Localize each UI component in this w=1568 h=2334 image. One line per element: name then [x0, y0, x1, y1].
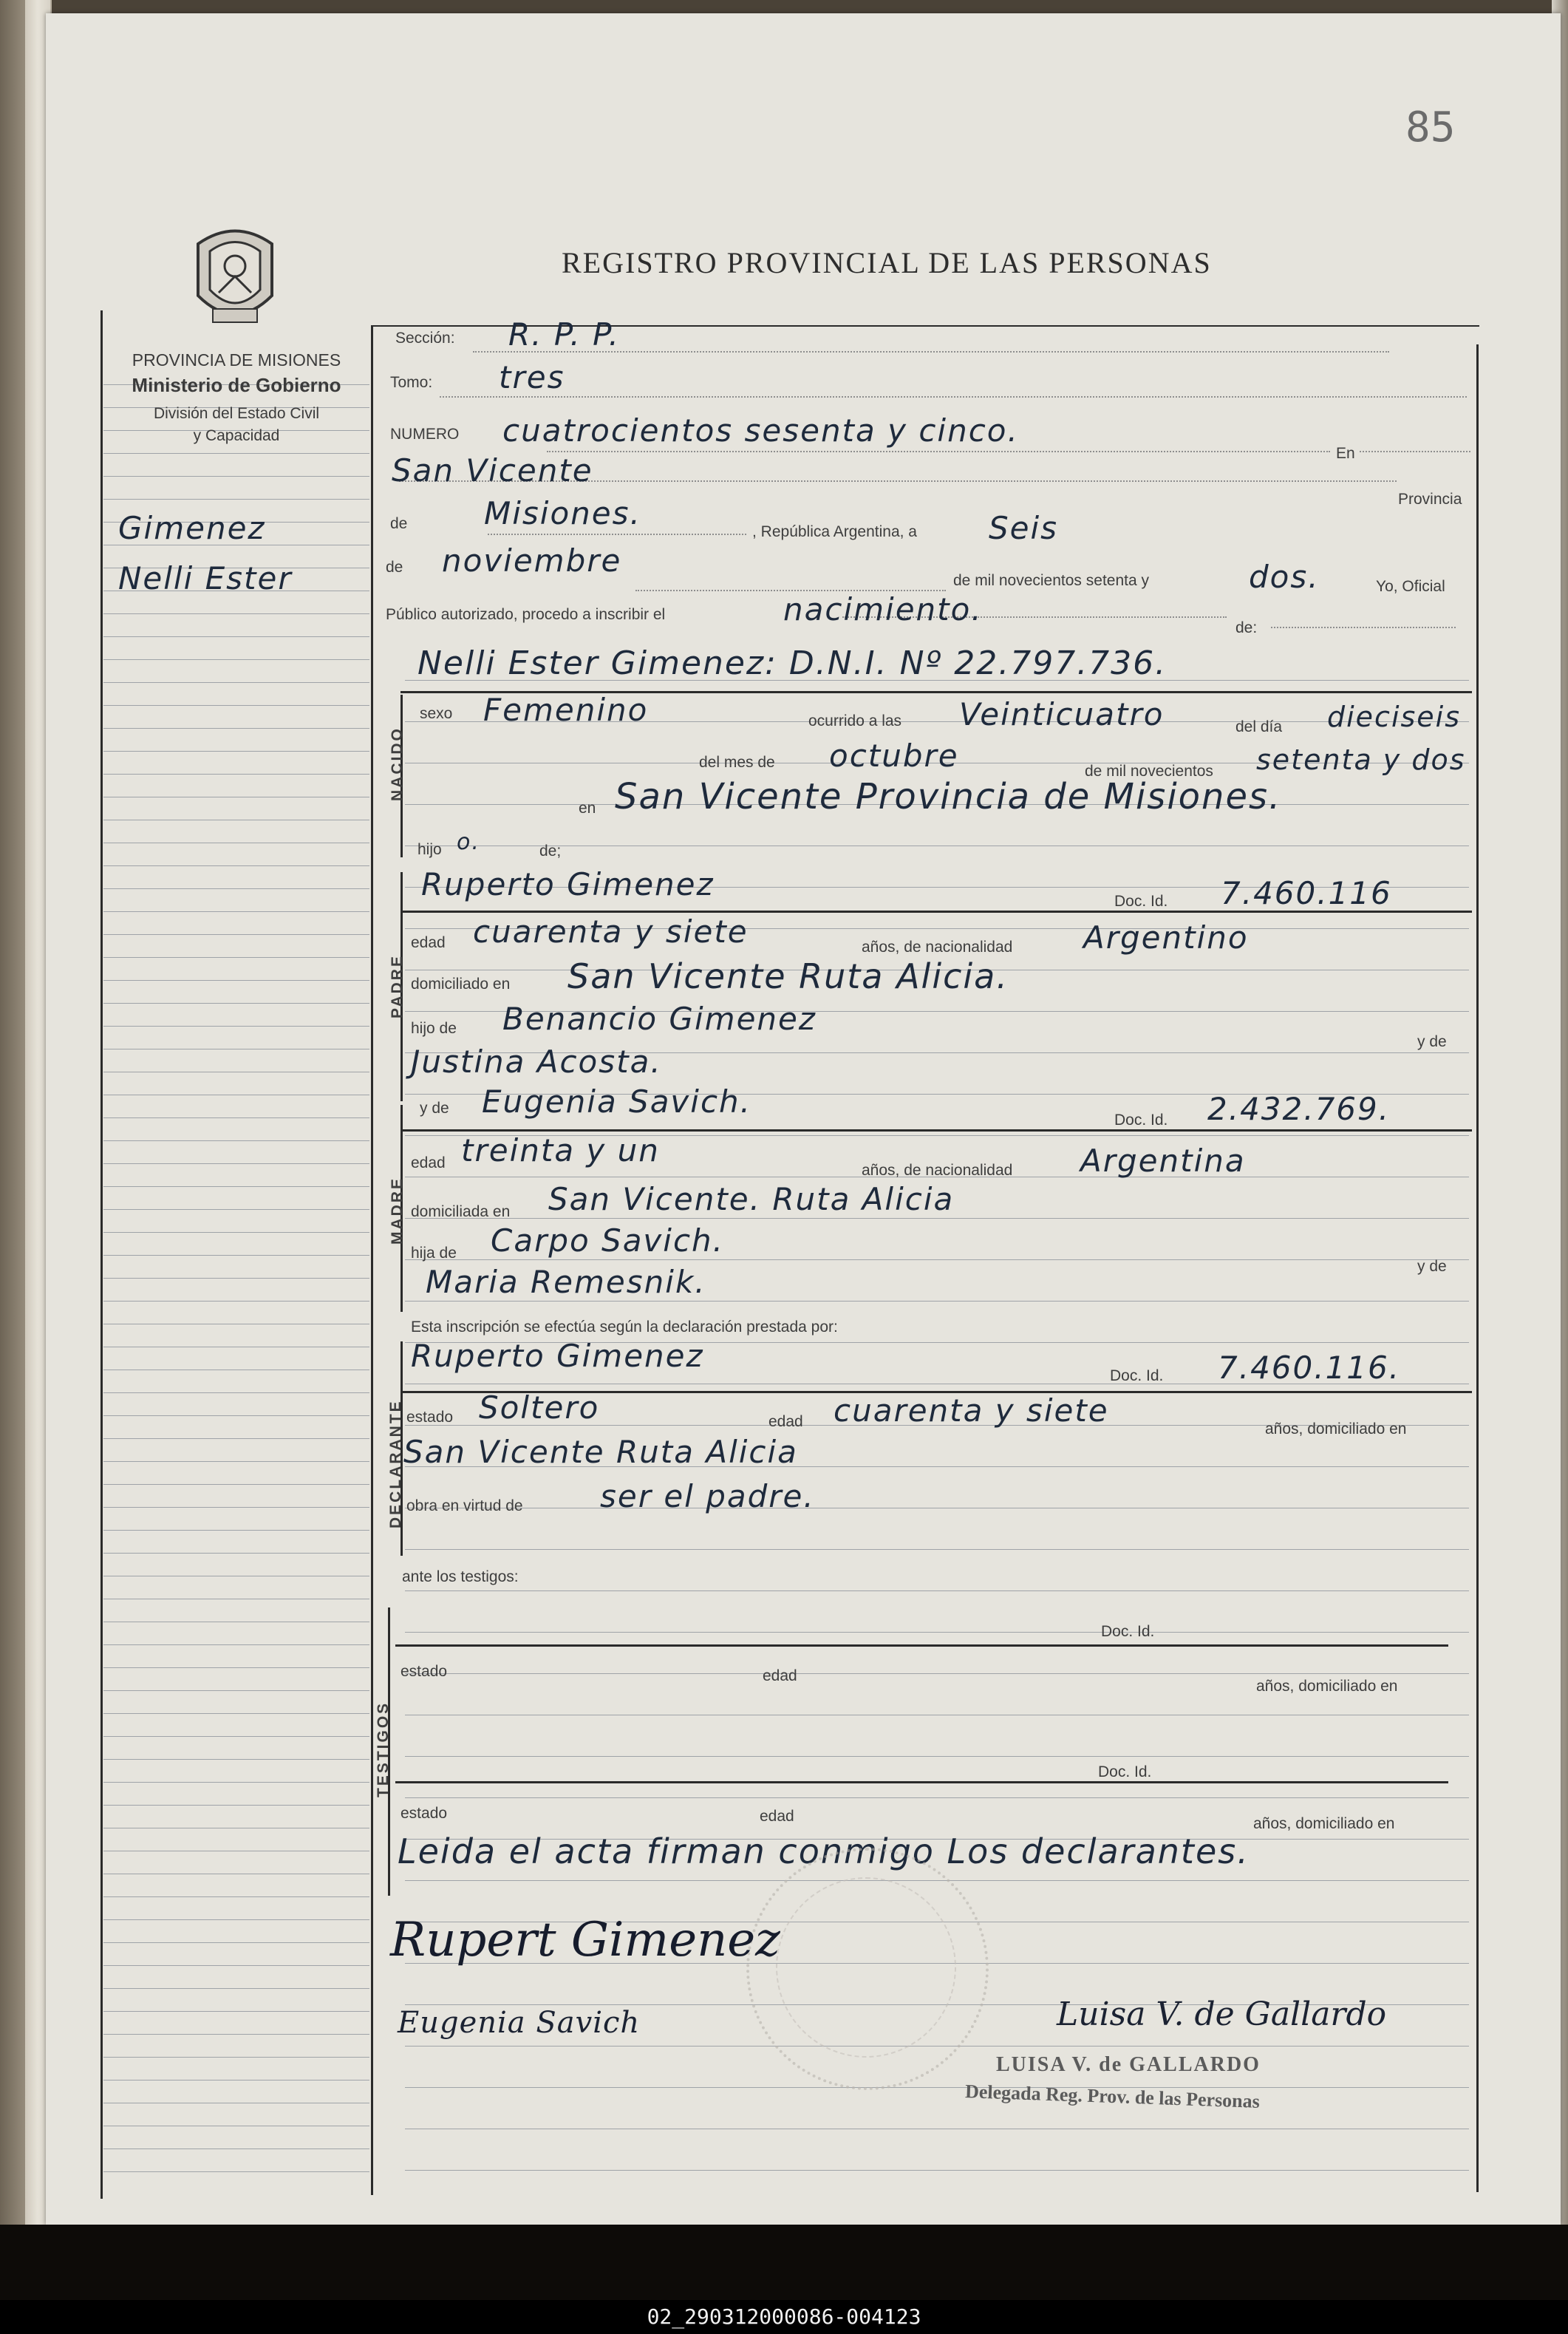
official-name-stamp: LUISA V. de GALLARDO	[996, 2053, 1261, 2076]
margin-rule-line	[103, 1553, 369, 1554]
signature-ruperto: Rupert Gimenez	[390, 1913, 780, 1967]
margin-divider	[371, 325, 373, 2195]
margin-rule-line	[103, 1392, 369, 1393]
margin-rule-line	[103, 613, 369, 614]
testigo1-rule	[395, 1644, 1448, 1647]
margin-rule-line	[103, 1530, 369, 1531]
value-decl-nombre: Ruperto Gimenez	[411, 1338, 704, 1374]
official-seal-inner	[776, 1877, 956, 2058]
label-numero: NUMERO	[390, 426, 460, 443]
form-rule-line	[405, 1549, 1469, 1550]
margin-rule-line	[103, 1644, 369, 1645]
margin-rule-line	[103, 1209, 369, 1210]
dotted-fill-line	[1271, 627, 1456, 628]
margin-rule-line	[103, 476, 369, 477]
margin-rule-line	[103, 1438, 369, 1439]
office-ministry: Ministerio de Gobierno	[132, 374, 341, 396]
margin-rule-line	[103, 1782, 369, 1783]
value-padre-nombre: Ruperto Gimenez	[421, 866, 715, 902]
label-ocurrido: ocurrido a las	[808, 712, 902, 729]
value-tomo: tres	[499, 359, 565, 395]
label-decl-estado: estado	[406, 1409, 454, 1426]
form-rule-line	[405, 1590, 1469, 1591]
label-madre-y-de: y de	[420, 1100, 449, 1117]
label-de2: de	[386, 559, 403, 576]
document-title: REGISTRO PROVINCIAL DE LAS PERSONAS	[562, 246, 1212, 279]
margin-rule-line	[103, 888, 369, 889]
form-rule-line	[405, 1632, 1469, 1633]
label-padre-hijo-de: hijo de	[411, 1020, 457, 1037]
office-division: División del Estado Civil	[153, 405, 320, 422]
label-madre-edad: edad	[411, 1154, 446, 1171]
margin-rule-line	[103, 659, 369, 660]
margin-rule-line	[103, 1965, 369, 1966]
label-testigo2-estado: estado	[400, 1805, 448, 1822]
margin-rule-line	[103, 1163, 369, 1164]
label-madre-dom: domiciliada en	[411, 1203, 511, 1220]
margin-rule-line	[103, 1461, 369, 1462]
value-dia: Seis	[989, 510, 1059, 546]
label-seccion: Sección:	[395, 330, 455, 347]
margin-rule-line	[103, 1140, 369, 1141]
value-madre-madre: Maria Remesnik.	[426, 1264, 706, 1300]
value-dia-nac: dieciseis	[1327, 701, 1462, 733]
right-border	[1476, 344, 1479, 2192]
margin-rule-line	[103, 1232, 369, 1233]
form-rule-line	[405, 1756, 1469, 1757]
label-en2: en	[579, 800, 596, 817]
value-acto: nacimiento.	[783, 591, 983, 627]
margin-rule-line	[103, 499, 369, 500]
label-padre-edad: edad	[411, 934, 446, 951]
margin-rule-line	[103, 1988, 369, 1989]
value-padre-doc: 7.460.116	[1221, 875, 1392, 911]
label-testigo1-doc: Doc. Id.	[1101, 1623, 1155, 1640]
madre-rule	[400, 1129, 1472, 1132]
page-number: 85	[1405, 103, 1456, 152]
margin-rule-line	[103, 2034, 369, 2035]
side-label-nacido: NACIDO	[389, 727, 406, 801]
label-inscripcion: Esta inscripción se efectúa según la declaración prestada por:	[411, 1319, 838, 1336]
value-hijo-suffix: o.	[457, 829, 480, 855]
label-padre-doc: Doc. Id.	[1114, 893, 1168, 910]
label-madre-nac: años, de nacionalidad	[862, 1162, 1013, 1179]
form-rule-line	[405, 1797, 1469, 1798]
margin-rule-line	[103, 636, 369, 637]
value-numero: cuatrocientos sesenta y cinco.	[502, 412, 1019, 449]
label-en: En	[1336, 445, 1355, 462]
value-cierre: Leida el acta firman conmigo Los declarantes.	[398, 1831, 1250, 1871]
margin-rule-line	[103, 865, 369, 866]
label-tomo: Tomo:	[390, 374, 433, 391]
label-de: de	[390, 515, 408, 532]
margin-rule-line	[103, 911, 369, 912]
value-madre-nac: Argentina	[1080, 1143, 1246, 1179]
label-madre-doc: Doc. Id.	[1114, 1112, 1168, 1129]
margin-rule-line	[103, 1278, 369, 1279]
label-provincia: Provincia	[1398, 491, 1462, 508]
margin-rule-line	[103, 1713, 369, 1714]
value-ano: dos.	[1249, 559, 1320, 595]
margin-rule-line	[103, 957, 369, 958]
value-padre-edad: cuarenta y siete	[473, 913, 749, 950]
label-padre-y-de: y de	[1417, 1033, 1447, 1050]
label-padre-nac: años, de nacionalidad	[862, 939, 1013, 956]
label-republica: , República Argentina, a	[752, 523, 917, 540]
official-role-stamp: Delegada Reg. Prov. de las Personas	[964, 2080, 1261, 2112]
value-en: San Vicente	[392, 452, 593, 489]
value-decl-edad: cuarenta y siete	[834, 1392, 1109, 1429]
margin-rule-line	[103, 2148, 369, 2149]
label-del-mes: del mes de	[699, 754, 775, 771]
dotted-fill-line	[547, 451, 1330, 452]
side-label-declarante: DECLARANTE	[387, 1399, 404, 1528]
value-decl-doc: 7.460.116.	[1218, 1350, 1401, 1386]
label-hijo: hijo	[417, 841, 442, 858]
margin-rule-line	[103, 1301, 369, 1302]
label-padre-dom: domiciliado en	[411, 976, 511, 993]
label-sexo: sexo	[420, 705, 453, 722]
provincial-emblem-icon	[183, 222, 287, 333]
side-label-madre: MADRE	[389, 1177, 406, 1245]
label-testigo2-doc: Doc. Id.	[1098, 1763, 1152, 1780]
value-mes: noviembre	[442, 542, 622, 579]
margin-rule-line	[103, 1919, 369, 1920]
margin-rule-line	[103, 1255, 369, 1256]
label-decl-doc: Doc. Id.	[1110, 1367, 1164, 1384]
value-padre-padre: Benancio Gimenez	[502, 1001, 817, 1037]
left-border	[100, 310, 103, 2199]
form-rule-line	[405, 2087, 1469, 2088]
label-de-colon: de:	[1235, 619, 1258, 636]
testigo2-rule	[395, 1781, 1448, 1783]
value-decl-dom: San Vicente Ruta Alicia	[403, 1434, 798, 1470]
margin-rule-line	[103, 1896, 369, 1897]
signature-eugenia: Eugenia Savich	[398, 2006, 641, 2040]
office-capacity: y Capacidad	[193, 427, 280, 444]
margin-rule-line	[103, 1759, 369, 1760]
form-rule-line	[405, 1218, 1469, 1219]
side-label-padre: PADRE	[389, 954, 406, 1018]
label-decl-anos-dom: años, domiciliado en	[1265, 1421, 1407, 1438]
label-ante-testigos: ante los testigos:	[402, 1568, 519, 1585]
label-madre-y-de: y de	[1417, 1258, 1447, 1275]
value-madre-doc: 2.432.769.	[1207, 1091, 1391, 1127]
form-rule-line	[405, 2170, 1469, 2171]
margin-rule-line	[103, 774, 369, 775]
dotted-fill-line	[440, 396, 1467, 398]
dotted-fill-line	[1360, 451, 1470, 452]
margin-rule-line	[103, 1026, 369, 1027]
label-de-mil: de mil novecientos setenta y	[953, 572, 1149, 589]
label-testigo1-estado: estado	[400, 1663, 448, 1680]
margin-given-names: Nelli Ester	[118, 560, 293, 596]
value-hora: Veinticuatro	[959, 696, 1165, 732]
label-publico: Público autorizado, procedo a inscribir el	[386, 606, 666, 623]
label-del-dia: del día	[1235, 718, 1283, 735]
label-yo-oficial: Yo, Oficial	[1376, 578, 1445, 595]
side-label-testigos: TESTIGOS	[375, 1701, 392, 1797]
margin-rule-line	[103, 751, 369, 752]
label-de3: de;	[539, 843, 562, 860]
margin-rule-line	[103, 1942, 369, 1943]
margin-rule-line	[103, 1003, 369, 1004]
margin-rule-line	[103, 934, 369, 935]
margin-surname: Gimenez	[118, 510, 266, 546]
value-padre-madre: Justina Acosta.	[411, 1044, 662, 1080]
margin-rule-line	[103, 1667, 369, 1668]
value-padre-nac: Argentino	[1083, 919, 1249, 956]
label-testigo2-edad: edad	[760, 1808, 794, 1825]
margin-rule-line	[103, 682, 369, 683]
margin-rule-line	[103, 705, 369, 706]
form-rule-line	[405, 1673, 1469, 1674]
margin-rule-line	[103, 728, 369, 729]
value-madre-dom: San Vicente. Ruta Alicia	[548, 1181, 955, 1217]
value-mes-nac: octubre	[829, 738, 959, 774]
margin-rule-line	[103, 1690, 369, 1691]
value-nombre: Nelli Ester Gimenez: D.N.I. Nº 22.797.736.	[417, 644, 1168, 682]
office-province: PROVINCIA DE MISIONES	[132, 350, 341, 370]
value-seccion: R. P. P.	[508, 316, 621, 353]
label-testigo1-anos-dom: años, domiciliado en	[1256, 1678, 1398, 1695]
value-lugar: San Vicente Provincia de Misiones.	[615, 776, 1282, 817]
margin-rule-line	[103, 1736, 369, 1737]
margin-rule-line	[103, 2011, 369, 2012]
margin-rule-line	[103, 2057, 369, 2058]
value-sexo: Femenino	[483, 692, 649, 728]
margin-rule-line	[103, 1415, 369, 1416]
margin-rule-line	[103, 1507, 369, 1508]
margin-rule-line	[103, 1805, 369, 1806]
margin-rule-line	[103, 453, 369, 454]
margin-rule-line	[103, 980, 369, 981]
value-ano-nac: setenta y dos	[1256, 744, 1466, 776]
form-rule-line	[405, 1301, 1469, 1302]
label-de-mil-nov: de mil novecientos	[1085, 763, 1213, 780]
margin-rule-line	[103, 2171, 369, 2172]
value-madre-nombre: Eugenia Savich.	[482, 1083, 752, 1120]
label-testigo1-edad: edad	[763, 1667, 797, 1684]
margin-rule-line	[103, 1117, 369, 1118]
label-testigo2-anos-dom: años, domiciliado en	[1253, 1815, 1395, 1832]
value-de: Misiones.	[484, 495, 641, 531]
dotted-fill-line	[488, 534, 746, 535]
signature-official: Luisa V. de Gallardo	[1057, 1996, 1387, 2033]
margin-rule-line	[103, 1484, 369, 1485]
label-decl-obra: obra en virtud de	[406, 1497, 523, 1514]
value-decl-obra: ser el padre.	[600, 1478, 815, 1514]
label-decl-edad: edad	[768, 1413, 803, 1430]
value-decl-estado: Soltero	[479, 1389, 600, 1426]
form-rule-line	[405, 1259, 1469, 1260]
scan-id: 02_290312000086-004123	[0, 2300, 1568, 2334]
value-padre-dom: San Vicente Ruta Alicia.	[567, 956, 1009, 996]
margin-rule-line	[103, 1186, 369, 1187]
label-madre-hija-de: hija de	[411, 1245, 457, 1262]
value-madre-padre: Carpo Savich.	[491, 1222, 725, 1259]
value-madre-edad: treinta y un	[461, 1132, 660, 1168]
